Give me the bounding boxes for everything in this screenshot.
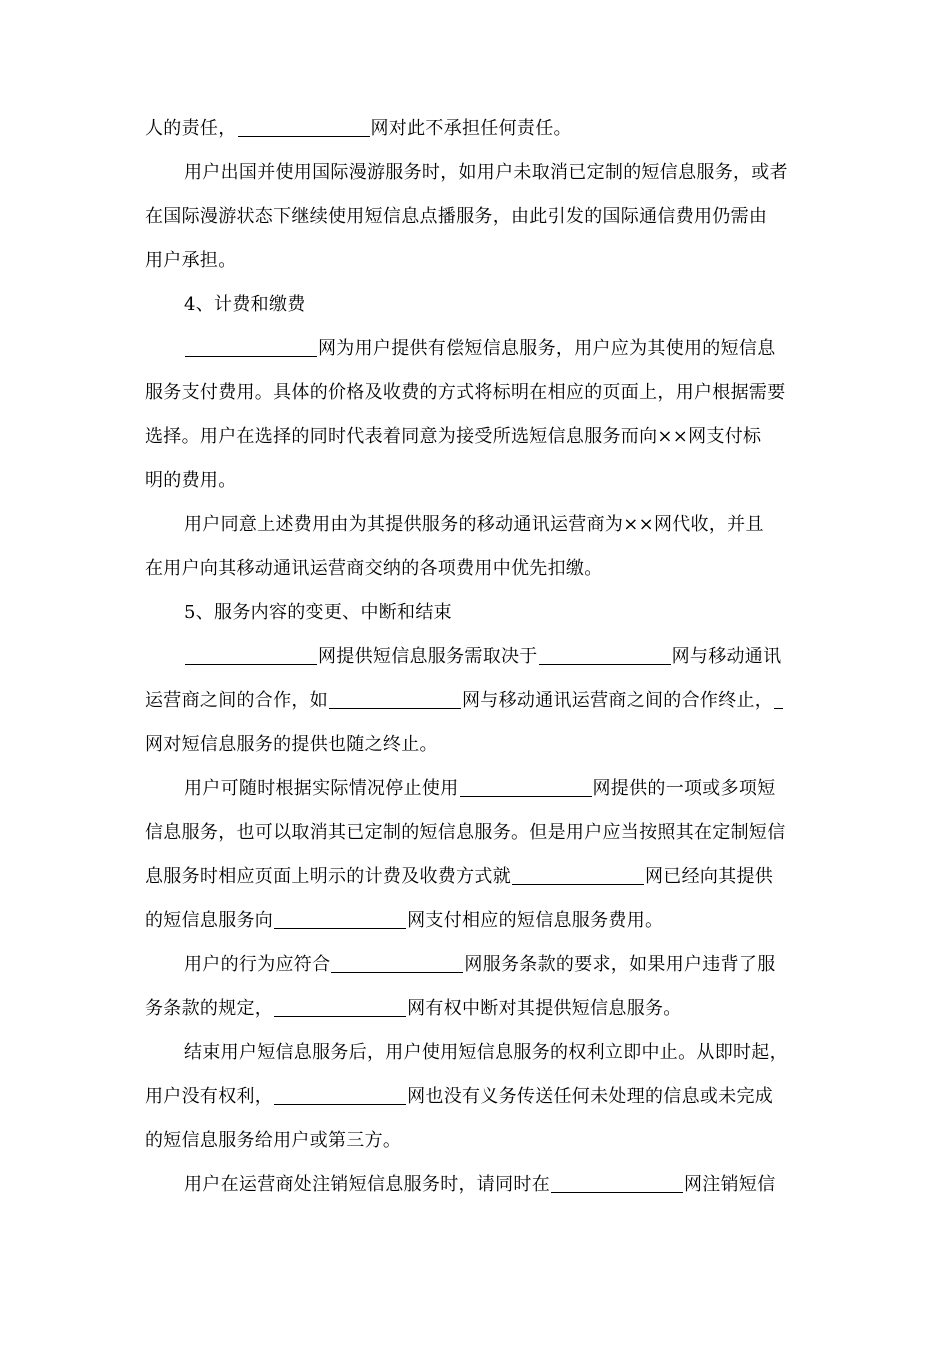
fill-in-blank [238, 118, 370, 137]
text-line: 用户承担。 [145, 250, 237, 271]
text-line [184, 954, 776, 976]
text-line [145, 118, 572, 140]
text-segment: 网服务条款的要求，如果用户违背了服 [464, 954, 776, 975]
text-line: 在用户向其移动通讯运营商交纳的各项费用中优先扣缴。 [145, 558, 603, 579]
text-segment: 网对此不承担任何责任。 [370, 118, 572, 139]
section-heading: 4、计费和缴费 [184, 294, 306, 315]
text-segment: 网为用户提供有偿短信息服务，用户应为其使用的短信息 [318, 338, 776, 359]
fill-in-blank [551, 1174, 683, 1193]
text-line: 网对短信息服务的提供也随之终止。 [145, 734, 438, 755]
fill-in-blank [329, 690, 461, 709]
fill-in-blank [512, 866, 644, 885]
text-segment: 息服务时相应页面上明示的计费及收费方式就 [145, 866, 511, 887]
text-line: 选择。用户在选择的同时代表着同意为接受所选短信息服务而向××网支付标 [145, 426, 762, 447]
text-line: 结束用户短信息服务后，用户使用短信息服务的权利立即中止。从即时起， [184, 1042, 788, 1063]
text-segment: 用户没有权利， [145, 1086, 274, 1107]
text-segment: 用户可随时根据实际情况停止使用 [184, 778, 459, 799]
text-line: 信息服务，也可以取消其已定制的短信息服务。但是用户应当按照其在定制短信 [145, 822, 786, 843]
text-line: 在国际漫游状态下继续使用短信息点播服务，由此引发的国际通信费用仍需由 [145, 206, 768, 227]
fill-in-blank [774, 690, 783, 709]
fill-in-blank [460, 778, 592, 797]
text-segment: 运营商之间的合作，如 [145, 690, 328, 711]
section-heading: 5、服务内容的变更、中断和结束 [184, 602, 452, 623]
text-segment: 网与移动通讯运营商之间的合作终止， [462, 690, 774, 711]
fill-in-blank [274, 998, 406, 1017]
text-line: 的短信息服务给用户或第三方。 [145, 1130, 402, 1151]
text-segment: 用户在运营商处注销短信息服务时，请同时在 [184, 1174, 550, 1195]
text-line [184, 338, 776, 360]
text-segment: 网支付相应的短信息服务费用。 [407, 910, 664, 931]
text-segment: 网已经向其提供 [645, 866, 774, 887]
text-line [145, 910, 663, 932]
fill-in-blank [274, 910, 406, 929]
text-line: 明的费用。 [145, 470, 237, 491]
text-line [145, 1086, 773, 1108]
fill-in-blank [274, 1086, 406, 1105]
text-line [145, 690, 784, 712]
text-segment: 网提供短信息服务需取决于 [318, 646, 538, 667]
fill-in-blank [331, 954, 463, 973]
text-line [184, 778, 776, 800]
fill-in-blank [185, 646, 317, 665]
text-segment: 人的责任， [145, 118, 237, 139]
text-line: 用户出国并使用国际漫游服务时，如用户未取消已定制的短信息服务，或者 [184, 162, 788, 183]
text-line: 服务支付费用。具体的价格及收费的方式将标明在相应的页面上，用户根据需要 [145, 382, 786, 403]
fill-in-blank [539, 646, 671, 665]
text-segment: 的短信息服务向 [145, 910, 274, 931]
text-segment: 务条款的规定， [145, 998, 274, 1019]
text-segment: 网提供的一项或多项短 [592, 778, 776, 799]
text-segment: 网也没有义务传送任何未处理的信息或未完成 [407, 1086, 774, 1107]
text-line [145, 998, 682, 1020]
text-line [145, 866, 773, 888]
text-line [184, 1174, 776, 1196]
text-segment: 网与移动通讯 [671, 646, 782, 667]
text-line: 用户同意上述费用由为其提供服务的移动通讯运营商为××网代收，并且 [184, 514, 764, 535]
fill-in-blank [185, 338, 317, 357]
text-line [184, 646, 781, 668]
text-segment: 用户的行为应符合 [184, 954, 331, 975]
text-segment: 网注销短信 [684, 1174, 776, 1195]
text-segment: 网有权中断对其提供短信息服务。 [407, 998, 682, 1019]
